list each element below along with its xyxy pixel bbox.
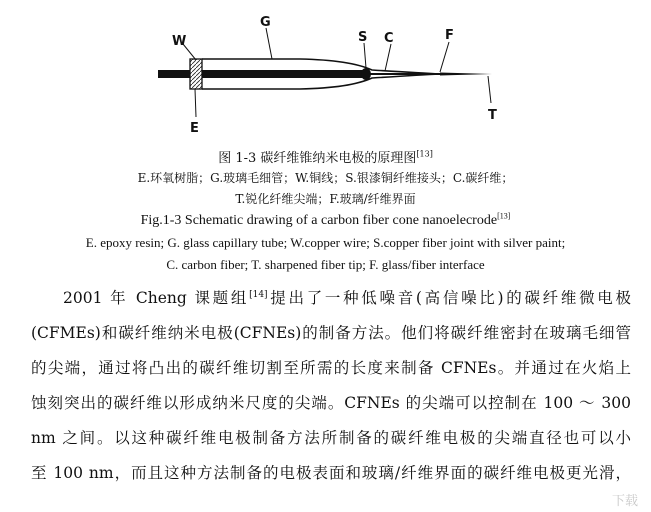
caption-en-line1: E. epoxy resin; G. glass capillary tube; W.copper wire; S.copper fiber joint with silver paint; (85, 235, 566, 250)
caption-zh-line2: T.锐化纤维尖端；F.玻璃/纤维界面 (235, 192, 416, 206)
leader-g (266, 28, 272, 59)
caption-en-title-text: Fig.1-3 Schematic drawing of a carbon fiber cone nanoelecrode (140, 213, 498, 228)
body-line-5: nm 之间。以这种碳纤维电极制备方法所制备的碳纤维电极的尖端直径也可以小 (31, 429, 631, 447)
label-g: G (260, 15, 271, 30)
silver-paint-joint (361, 68, 371, 80)
caption-zh-title (0, 149, 651, 166)
leader-s (364, 43, 366, 68)
leader-f (440, 42, 449, 72)
sharpened-fiber-tip (440, 73, 492, 76)
label-w: W (172, 34, 187, 49)
label-t: T (488, 108, 497, 123)
leader-t (488, 76, 491, 103)
body-line-3: 的尖端，通过将凸出的碳纤维切割至所需的长度来制备 CFNEs。并通过在火焰上 (31, 359, 631, 377)
electrode-schematic (0, 0, 651, 150)
caption-zh-title-text: 图 1-3 碳纤维锥纳米电极的原理图 (218, 151, 417, 166)
body-line-4: 蚀刻突出的碳纤维以形成纳米尺度的尖端。CFNEs 的尖端可以控制在 100 ～ 300 (31, 394, 631, 412)
label-e: E (190, 121, 199, 136)
caption-en-ref: [13] (497, 211, 511, 221)
caption-zh-line1: E.环氧树脂；G.玻璃毛细管；W.铜线；S.银漆铜纤维接头；C.碳纤维； (137, 171, 514, 185)
watermark: 下载 (612, 494, 639, 509)
label-s: S (358, 30, 368, 45)
epoxy-resin-block (190, 59, 202, 89)
caption-zh-ref: [13] (416, 149, 433, 159)
body-line-1-a: 2001 年 Cheng 课题组 (63, 289, 250, 307)
leader-e (195, 89, 196, 117)
body-line-6: 至 100 nm，而且这种方法制备的电极表面和玻璃/纤维界面的碳纤维电极更光滑， (31, 464, 631, 482)
label-c: C (384, 31, 394, 46)
caption-en-title (0, 211, 651, 228)
body-line-1 (63, 291, 631, 307)
body-line-2: (CFMEs)和碳纤维纳米电极(CFNEs)的制备方法。他们将碳纤维密封在玻璃毛细管 (31, 324, 631, 342)
body-ref-14: [14] (249, 289, 268, 300)
body-line-1-b: 提出了一种低噪音(高信噪比)的碳纤维微电极 (267, 289, 631, 307)
leader-c (385, 44, 391, 71)
caption-en-line2: C. carbon fiber; T. sharpened fiber tip; F. glass/fiber interface (166, 257, 485, 272)
label-f: F (445, 28, 454, 43)
